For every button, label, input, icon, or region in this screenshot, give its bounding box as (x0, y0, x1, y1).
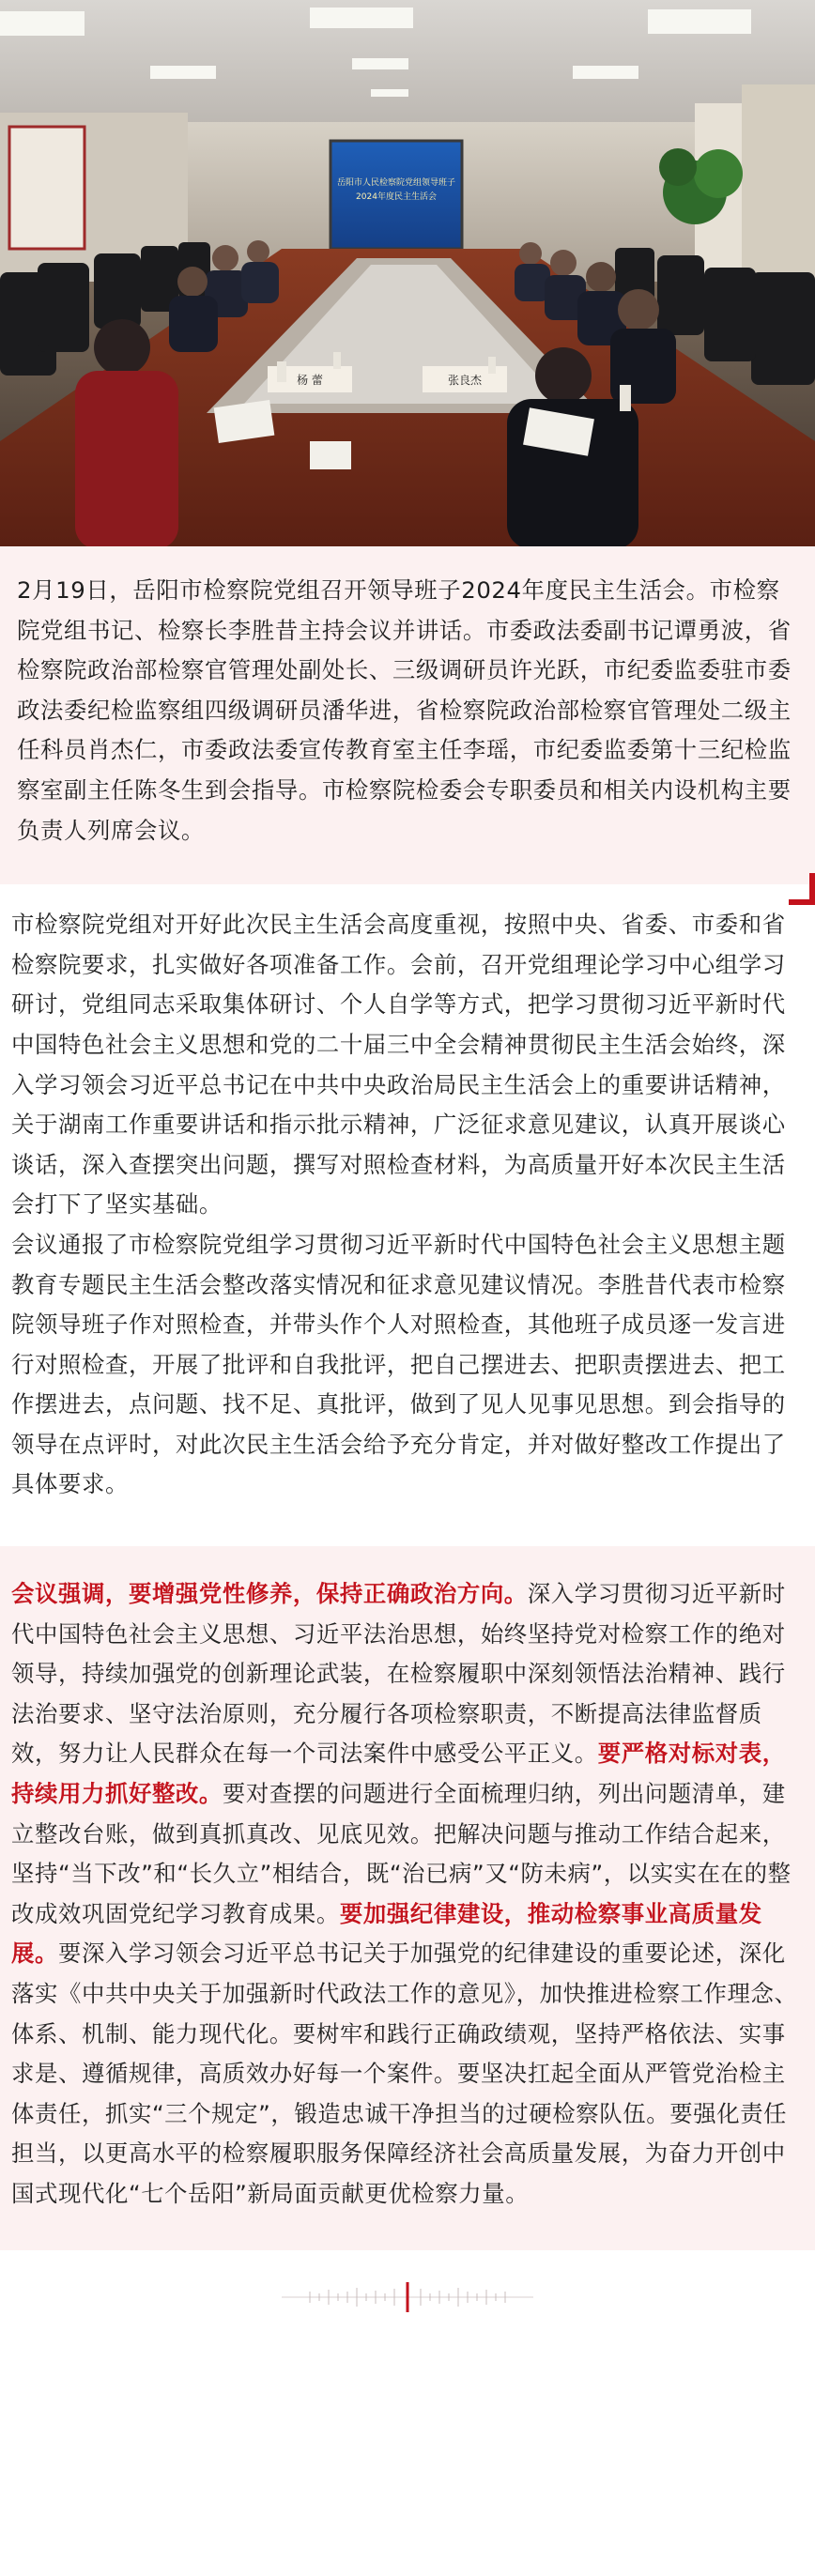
body-section-2 (0, 1546, 815, 2250)
screen-title-line2: 2024年度民主生活会 (356, 192, 437, 202)
nameplate-right: 张良杰 (447, 374, 483, 387)
screen-title-line1: 岳阳市人民检察院党组领导班子 (336, 178, 456, 188)
requirements-text-3: 要深入学习领会习近平总书记关于加强党的纪律建设的重要论述，深化落实《中共中央关于加强新时代政法工作的意见》，加快推进检察工作理念、体系、机制、能力现代化。要树牢和践行正确政绩观，坚持严格依法、实事求是、遵循规律，高质效办好每一个案件。要坚决扛起全面从严管党治检主体责任，抓实“三个规定”，锻造忠诚干净担当的过硬检察队伍。要强化责任担当，以更高水平的检察履职服务保障经济社会高质量发展，为奋力开创中国式现代化“七个岳阳”新局面贡献更优检察力量。 (11, 1940, 798, 2207)
paragraph-preparation: 市检察院党组对开好此次民主生活会高度重视，按照中央、省委、市委和省检察院要求，扎实做好各项准备工作。会前，召开党组理论学习中心组学习研讨，党组同志采取集体研讨、个人自学等方式，把学习贯彻习近平新时代中国特色社会主义思想和党的二十届三中全会精神贯彻民主生活会始终，深入学习领会习近平总书记在中共中央政治局民主生活会上的重要讲话精神，关于湖南工作重要讲话和指示批示精神，广泛征求意见建议，认真开展谈心谈话，深入查摆突出问题，撰写对照检查材料，为高质量开好本次民主生活会打下了坚实基础。 (11, 911, 786, 1219)
ruler-divider (0, 2278, 815, 2316)
intro-text: 2月19日，岳阳市检察院党组召开领导班子2024年度民主生活会。市检察院党组书记、检察长李胜昔主持会议并讲话。市委政法委副书记谭勇波，省检察院政治部检察官管理处副处长、三级调研员许光跃，市纪委监委驻市委政法委纪检监察组四级调研员潘华进，省检察院政治部检察官管理处二级主任科员肖杰仁，市委政法委宣传教育室主任李瑶，市纪委监委第十三纪检监察室副主任陈冬生到会指导。市检察院检委会专职委员和相关内设机构主要负责人列席会议。 (17, 576, 792, 844)
nameplate-left: 杨 蕾 (297, 374, 323, 387)
meeting-photo (0, 0, 815, 546)
highlight-3: 要加强纪律建设，推动检察事业高质量发展。 (11, 1899, 762, 1968)
highlight-2: 要严格对标对表，持续用力抓好整改。 (11, 1740, 786, 1808)
corner-decoration (789, 873, 815, 905)
meeting-photo-illustration (0, 0, 815, 546)
footer-decoration (0, 2250, 815, 2400)
requirements-text-2: 要对查摆的问题进行全面梳理归纳，列出问题清单，建立整改台账，做到真抓真改、见底见效。把解决问题与推动工作结合起来，坚持“当下改”和“长久立”相结合，既“治已病”又“防未病”，以实实在在的整改成效巩固党纪学习教育成果。 (11, 1780, 792, 1927)
intro-box (0, 546, 815, 884)
requirements-text-1: 深入学习贯彻习近平新时代中国特色社会主义思想、习近平法治思想，始终坚持党对检察工作的绝对领导，持续加强党的创新理论武装，在检察履职中深刻领悟法治精神、践行法治要求、坚守法治原则，充分履行各项检察职责，不断提高法律监督质效，努力让人民群众在每一个司法案件中感受公平正义。 (11, 1580, 786, 1768)
highlight-1: 会议强调，要增强党性修养，保持正确政治方向。 (11, 1580, 528, 1608)
body-section-1 (0, 884, 815, 1505)
paragraph-requirements (11, 1574, 804, 2215)
paragraph-meeting-report: 会议通报了市检察院党组学习贯彻习近平新时代中国特色社会主义思想主题教育专题民主生活会整改落实情况和征求意见建议情况。李胜昔代表市检察院领导班子作对照检查，并带头作个人对照检查，其他班子成员逐一发言进行对照检查，开展了批评和自我批评，把自己摆进去、把职责摆进去、把工作摆进去，点问题、找不足、真批评，做到了见人见事见思想。到会指导的领导在点评时，对此次民主生活会给予充分肯定，并对做好整改工作提出了具体要求。 (11, 1230, 786, 1498)
